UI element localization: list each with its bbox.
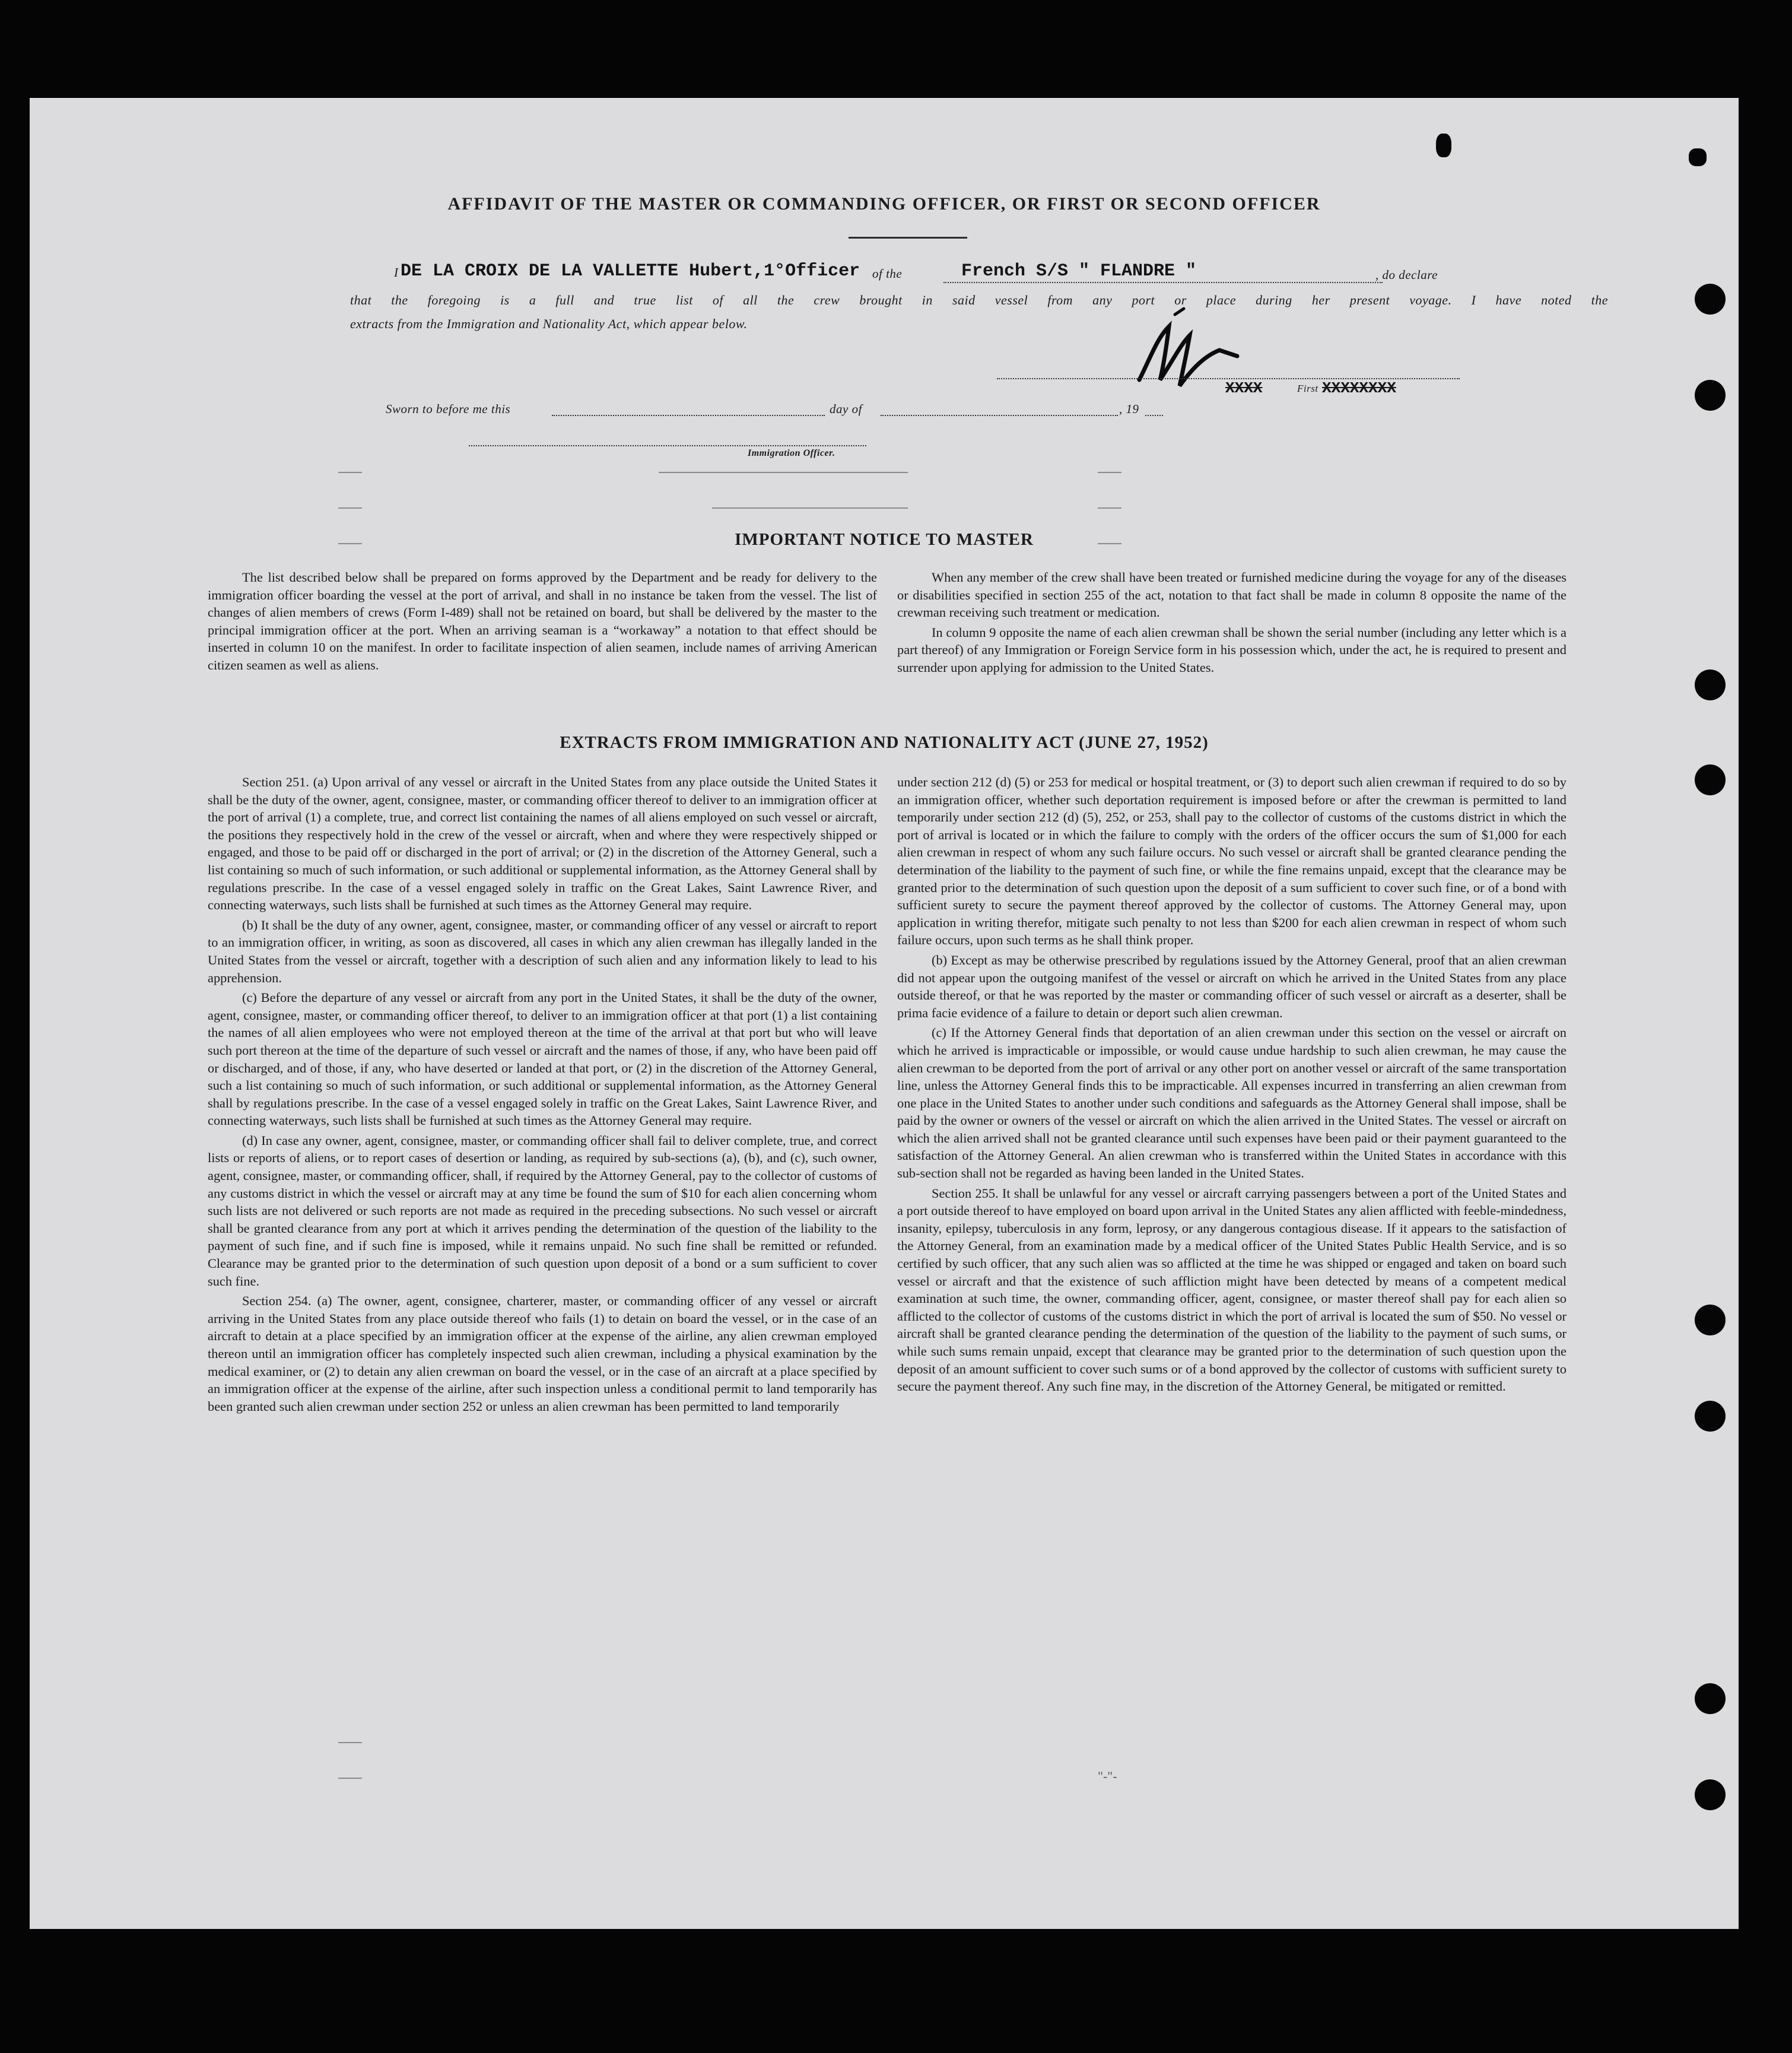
punch-hole [1695, 1305, 1726, 1335]
bleed-mark [1098, 507, 1121, 509]
punch-hole [1695, 1683, 1726, 1714]
sworn-day-field[interactable] [552, 415, 825, 416]
punch-hole [1695, 1401, 1726, 1432]
extracts-right-column [897, 773, 1567, 1398]
immigration-officer-label: Immigration Officer. [748, 448, 835, 458]
notice-title: IMPORTANT NOTICE TO MASTER [735, 530, 1034, 549]
notice-right-column [897, 569, 1567, 679]
prefix-i: I [394, 265, 399, 280]
declaration-line-2: extracts from the Immigration and Nationality Act, which appear below. [350, 316, 748, 331]
affidavit-title: AFFIDAVIT OF THE MASTER OR COMMANDING OFFICER, OR FIRST OR SECOND OFFICER [447, 194, 1321, 214]
section-254-a: Section 254. (a) The owner, agent, consignee, charterer, master, or commanding officer of any vessel or aircraft arriving in the United States from any place outside thereof who fails (1) to detain on board the vessel, or in the case of an aircraft to detain at a place specified by an immigration officer at the expense of the airline, any alien crewman employed thereon until an immigration officer has completely inspected such alien crewman, including a physical examination by the medical examiner, or (2) to detain any alien crewman on board the vessel, or in the case of an aircraft at a place specified by an immigration officer at the expense of the airline, after such inspection unless a conditional permit to land temporarily has been granted such alien crewman under section 252 or unless an alien crewman has been permitted to land temporarily [208, 1293, 877, 1414]
officer-stamp-left: XXXX [1225, 379, 1263, 397]
notice-right-paragraph-1: When any member of the crew shall have been treated or furnished medicine during the voyage for any of the diseases or disabilities specified in section 255 of the act, notation to that fact shall be made in column 8 opposite the name of the crewman receiving such treatment or medication. [897, 570, 1567, 620]
of-the-label: of the [872, 266, 903, 281]
extracts-title: EXTRACTS FROM IMMIGRATION AND NATIONALITY ACT (JUNE 27, 1952) [560, 733, 1209, 752]
sworn-label: Sworn to before me this [386, 402, 511, 416]
year-label: , 19 [1119, 402, 1139, 416]
section-251-a: Section 251. (a) Upon arrival of any vessel or aircraft in the United States from any place outside the United States it shall be the duty of the owner, agent, consignee, master, or commanding officer thereof to deliver to an immigration officer at the port of arrival (1) a complete, true, and correct list containing the names of all aliens employed on such vessel or aircraft, the positions they respectively hold in the crew of the vessel or aircraft, when and where they were respectively shipped or engaged, and those to be paid off or discharged in the port of arrival; or (2) in the discretion of the Attorney General, such a list containing so much of such information, or such additional or supplemental information, as the Attorney General shall by regulations prescribe. In the case of a vessel engaged solely in traffic on the Great Lakes, Saint Lawrence River, and connecting waterways, such lists shall be furnished at such times as the Attorney General may require. [208, 775, 877, 913]
notice-left-paragraph: The list described below shall be prepared on forms approved by the Department and be ready for delivery to the immigration officer boarding the vessel at the port of arrival, and shall in no instance be taken from the vessel. The list of changes of alien members of crews (Form I-489) shall not be retained on board, but shall be delivered by the master to the principal immigration officer at the port. When an arriving seaman is a “workaway” a notation to that effect should be inserted in column 10 on the manifest. In order to facilitate inspection of alien seamen, include names of arriving American citizen seamen as well as aliens. [208, 570, 877, 672]
section-255: Section 255. It shall be unlawful for any vessel or aircraft carrying passengers between a port of the United States and a port outside thereof to have employed on board upon arrival in the United States any alien afflicted with feeble-mindedness, insanity, epilepsy, tuberculosis in any form, leprosy, or any dangerous contagious disease. If it appears to the satisfaction of the Attorney General, from an examination made by a medical officer of the United States Public Health Service, and is so certified by such officer, that any such alien was so afflicted at the time he was shipped or engaged and taken on board such vessel or aircraft and that the existence of such affliction might have been detected by means of a competent medical examination at such time, the owner, commanding officer, agent, consignee, or master thereof shall pay for each alien so afflicted to the collector of customs of the customs district in which the port of arrival is located the sum of $50. No vessel or aircraft shall be granted clearance pending the determination of the question of the liability to the payment of such sums, or while such sums remain unpaid, except that clearance may be granted prior to the determination of such question upon the deposit of an amount sufficient to cover such sums or of a bond approved by the collector of customs with sufficient surety to secure the payment thereof. Any such fine may, in the discretion of the Attorney General, be mitigated or remitted. [897, 1185, 1567, 1394]
bleed-mark [338, 507, 362, 509]
punch-hole [1695, 764, 1726, 795]
bleed-mark [338, 1778, 362, 1779]
section-254-c: (c) If the Attorney General finds that deportation of an alien crewman under this section on the vessel or aircraft on which he arrived is impracticable or impossible, or would cause undue hardship to such alien crewman, he may cause the alien crewman to be deported from the port of arrival or any other port on another vessel or aircraft of the same transportation line, unless the Attorney General finds this to be impracticable. All expenses incurred in transferring an alien crewman from one place in the United States to another under such conditions and safeguards as the Attorney General shall impose, shall be paid by the owner or owners of the vessel or aircraft on which the alien arrived in the United States. The vessel or aircraft on which the alien arrived shall not be granted clearance until such expenses have been paid or their payment guaranteed to the satisfaction of the Attorney General. An alien crewman who is transferred within the United States in accordance with this sub-section shall not be regarded as having been landed in the United States. [897, 1025, 1567, 1181]
notice-left-column [208, 569, 877, 677]
vessel-line [943, 282, 1383, 283]
do-declare-label: , do declare [1375, 268, 1438, 282]
officer-first-label: First [1297, 383, 1318, 394]
punch-speck [1436, 134, 1451, 157]
punch-speck [1689, 148, 1707, 166]
day-of-label: day of [830, 402, 862, 416]
declaration-line-1: that the foregoing is a full and true list of all the crew brought in said vessel from any port or place during her present voyage. I have noted the [350, 293, 1608, 307]
punch-hole [1695, 284, 1726, 315]
page-mark: "-"- [1098, 1769, 1117, 1784]
bleed-mark [338, 472, 362, 473]
section-254-b: (b) Except as may be otherwise prescribed by regulations issued by the Attorney General, proof that an alien crewman did not appear upon the outgoing manifest of the vessel or aircraft on which he arrived in the United States from any place outside thereof, or that he was reported by the master or commanding officer of such vessel or aircraft as a deserter, shall be prima facie evidence of a failure to detain or deport such alien crewman. [897, 952, 1567, 1020]
section-251-d: (d) In case any owner, agent, consignee, master, or commanding officer shall fail to deliver complete, true, and correct lists or reports of aliens, or to report cases of desertion or landing, as required by sub-sections (a), (b), and (c), such owner, agent, consignee, master, or commanding officer, shall, if required by the Attorney General, pay to the collector of customs of any customs district in which the vessel or aircraft may at any time be found the sum of $10 for each alien concerning whom such lists are not delivered or such reports are not made as required in the preceding subsections. No such vessel or aircraft shall be granted clearance from any port at which it arrives pending the determination of the question of the liability to the payment of such fine, and if such fine is imposed, while it remains unpaid. No such fine shall be remitted or refunded. Clearance may be granted prior to the determination of such question upon deposit of a bond or a sum sufficient to cover such fine. [208, 1132, 877, 1289]
form-sheet [30, 98, 1739, 1929]
sworn-year-field[interactable] [1145, 415, 1163, 416]
section-251-c: (c) Before the departure of any vessel or aircraft from any port in the United States, it shall be the duty of the owner, agent, consignee, master, or commanding officer thereof, to deliver to an immigration officer at that port (1) a list containing the names of all alien employees who were not employed thereon at the time of the arrival at that port but who will leave such port thereon at the time of the departure of such vessel or aircraft and the names of those, if any, who have been paid off or discharged, and of those, if any, who have deserted or landed at that port, or (2) in the discretion of the Attorney General, such a list containing so much of such information, or such additional or supplemental information, as the Attorney General shall by regulations prescribe. In the case of a vessel engaged solely in traffic on the Great Lakes, Saint Lawrence River, and connecting waterways, such lists shall be furnished at such times as the Attorney General may require. [208, 990, 877, 1128]
extracts-left-column [208, 773, 877, 1417]
officer-stamp-right: XXXXXXXX [1322, 379, 1396, 397]
vessel-name: French S/S " FLANDRE " [961, 261, 1197, 281]
master-name: DE LA CROIX DE LA VALLETTE Hubert,1°Officer [401, 261, 860, 281]
immigration-officer-line[interactable] [469, 445, 866, 446]
punch-hole [1695, 1779, 1726, 1810]
punch-hole [1695, 669, 1726, 700]
bleed-mark [1098, 472, 1121, 473]
sworn-month-field[interactable] [881, 415, 1118, 416]
punch-hole [1695, 380, 1726, 411]
section-254-a-continued: under section 212 (d) (5) or 253 for medical or hospital treatment, or (3) to deport such alien crewman if required to do so by an immigration officer, whether such deportation requirement is imposed before or after the crewman is permitted to land temporarily under section 212 (d) (5), 252, or 253, shall pay to the collector of customs of the customs district in which the port of arrival is located or in which the failure to comply with the orders of the officer occurs the sum of $1,000 for each alien crewman in respect of whom any such failure occurs. No such vessel or aircraft shall be granted clearance pending the determination of the liability to the payment of such fine, or while the fine remains unpaid, except that the clearance may be granted prior to the determination of such question upon the deposit of a sum sufficient to cover such fine, or of a bond with sufficient surety to secure the payment thereof approved by the collector of customs. The Attorney General may, upon application in writing therefor, mitigate such penalty to not less than $200 for each alien crewman in respect of whom such failure occurs, upon such terms as he shall think proper. [897, 775, 1567, 948]
bleed-mark [659, 472, 908, 473]
bleed-mark [338, 1742, 362, 1743]
bleed-mark [712, 507, 908, 509]
title-rule [849, 237, 967, 239]
notice-right-paragraph-2: In column 9 opposite the name of each alien crewman shall be shown the serial number (including any letter which is a part thereof) of any Immigration or Foreign Service form in his possession which, under the act, he is required to present and surrender upon applying for admission to the United States. [897, 624, 1567, 675]
section-251-b: (b) It shall be the duty of any owner, agent, consignee, master, or commanding officer of any vessel or aircraft to report to an immigration officer, in writing, as soon as discovered, all cases in which any alien crewman has illegally landed in the United States from the vessel or aircraft, together with a description of such alien and any information likely to lead to his apprehension. [208, 917, 877, 985]
document [30, 98, 1739, 1929]
